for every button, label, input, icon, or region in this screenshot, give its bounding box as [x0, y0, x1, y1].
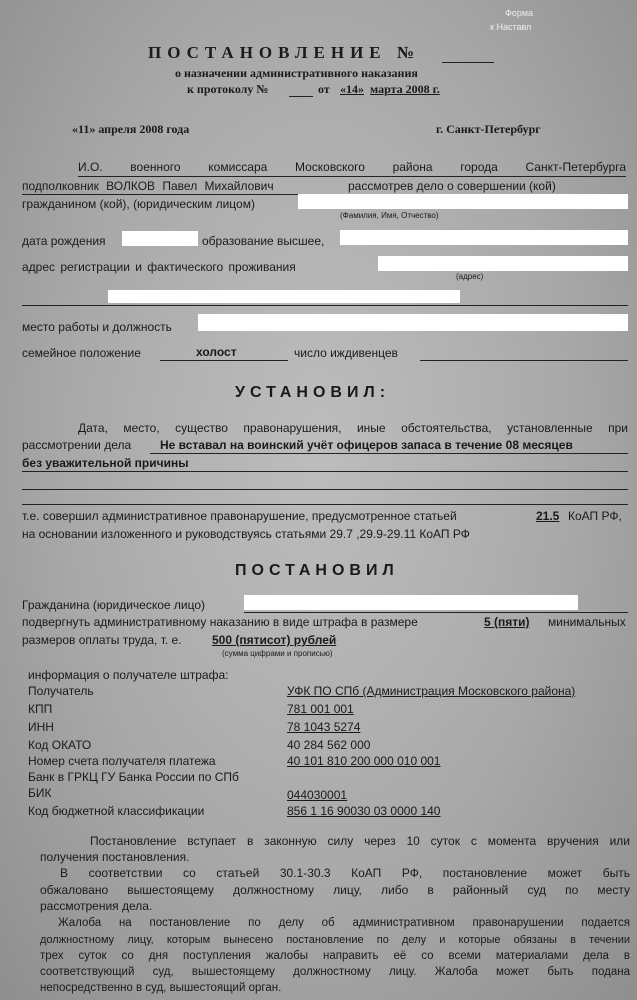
inn-value: 78 1043 5274 — [287, 720, 361, 734]
birth-label: дата рождения — [22, 234, 106, 248]
redacted-name — [298, 194, 628, 209]
legal-p3-l3: трех суток со дня поступления жалобы направить её со всеми материалами дела в — [40, 950, 630, 962]
established-value-1: Не вставал на воинский учёт офицеров запаса в течение 08 месяцев — [160, 438, 573, 452]
redacted-address — [378, 256, 628, 271]
decided-heading: ПОСТАНОВИЛ — [235, 562, 399, 579]
established-underline-2 — [22, 471, 628, 472]
number-blank-line — [442, 62, 494, 63]
citizen-underline — [244, 612, 628, 613]
recipient-label: Получатель — [28, 684, 94, 698]
document-date: «11» апреля 2008 года — [72, 122, 190, 136]
account-value: 40 101 810 200 000 010 001 — [287, 754, 441, 768]
redacted-education — [340, 230, 628, 245]
fine-prefix: подвергнуть административному наказанию в виде штрафа в размере — [22, 615, 418, 629]
sum-hint: (сумма цифрами и прописью) — [222, 649, 333, 658]
legal-p3-l5: непосредственно в суд, вышестоящий орган. — [40, 982, 282, 994]
intro-line-1: И.О. военного комиссара Московского района города Санкт-Петербурга — [78, 160, 626, 174]
redacted-work — [198, 314, 628, 331]
corner-note-2: к Наставл — [490, 22, 532, 32]
bik-value: 044030001 — [287, 788, 348, 802]
okato-value: 40 284 562 000 — [287, 738, 371, 752]
document-city: г. Санкт-Петербург — [436, 122, 541, 136]
fine-multiplier: 5 (пяти) — [484, 615, 530, 629]
violation-prefix: т.е. совершил административное правонарушение, предусмотренное статьей — [22, 509, 457, 523]
fine-suffix: минимальных — [548, 615, 626, 629]
established-line-2-label: рассмотрении дела — [22, 438, 132, 452]
legal-p2-l2: обжаловано вышестоящему должностному лицу, либо в районный суд по месту — [40, 883, 630, 897]
okato-label: Код ОКАТО — [28, 738, 92, 752]
established-line-1: Дата, место, существо правонарушения, иные обстоятельства, установленные при — [78, 421, 628, 435]
bank-label: Банк в ГРКЦ ГУ Банка России по СПб — [28, 770, 239, 784]
legal-p3-l4: соответствующий суд, вышестоящему должностному лицу. Жалоба может быть подана — [40, 966, 630, 978]
family-label: семейное положение — [22, 346, 141, 360]
legal-p1-l1: Постановление вступает в законную силу через 10 суток с момента вручения или — [90, 834, 630, 848]
bik-label: БИК — [28, 786, 52, 800]
recipient-value: УФК ПО СПб (Администрация Московского района) — [287, 684, 576, 698]
fine-amount: 500 (пятисот) рублей — [212, 633, 337, 647]
legal-p2-l3: рассмотрения дела. — [40, 899, 153, 913]
violation-basis: на основании изложенного и руководствуясь статьями 29.7 ,29.9-29.11 КоАП РФ — [22, 527, 470, 541]
established-underline-3 — [22, 489, 628, 490]
dependents-label: число иждивенцев — [294, 346, 398, 360]
document-title: ПОСТАНОВЛЕНИЕ № — [148, 43, 420, 62]
kpp-label: КПП — [28, 702, 53, 716]
intro-underline-1 — [78, 176, 626, 177]
recipient-title: информация о получателе штрафа: — [28, 668, 229, 682]
citizen-label: Гражданина (юридическое лицо) — [22, 598, 206, 612]
fine-amount-prefix: размеров оплаты труда, т. е. — [22, 633, 182, 647]
address-label: адрес регистрации и фактического проживания — [22, 260, 296, 274]
address-hint: (адрес) — [456, 272, 484, 281]
dependents-underline — [420, 360, 628, 361]
legal-p1-l2: получения постановления. — [40, 850, 190, 864]
education-label: образование высшее, — [202, 234, 325, 248]
account-label: Номер счета получателя платежа — [28, 754, 216, 768]
redacted-citizen — [244, 595, 578, 610]
redacted-birth-date — [122, 231, 198, 246]
protocol-prefix: к протоколу № — [187, 82, 269, 96]
established-underline-4 — [22, 504, 628, 505]
intro-citizen: гражданином (кой), (юридическим лицом) — [22, 197, 255, 211]
redacted-address-line-2 — [108, 290, 460, 303]
work-label: место работы и должность — [22, 320, 172, 334]
protocol-date: марта 2008 г. — [370, 82, 440, 96]
intro-underline-2 — [22, 194, 340, 195]
intro-officer: подполковник ВОЛКОВ Павел Михайлович — [22, 179, 274, 193]
intro-considered: рассмотрев дело о совершении (кой) — [348, 179, 556, 193]
fio-hint: (Фамилия, Имя, Отчество) — [340, 211, 439, 220]
established-value-2: без уважительной причины — [22, 456, 189, 470]
protocol-number-line — [289, 96, 313, 97]
protocol-mid: от — [318, 82, 330, 96]
family-value: холост — [196, 345, 237, 359]
document-subtitle: о назначении административного наказания — [175, 66, 418, 80]
inn-label: ИНН — [28, 720, 54, 734]
legal-p2-l1: В соответствии со статьей 30.1-30.3 КоАП РФ, постановление может быть — [60, 866, 630, 880]
established-heading: УСТАНОВИЛ: — [235, 384, 391, 401]
family-underline — [160, 360, 288, 361]
corner-note-1: Форма — [505, 8, 534, 18]
kpp-value: 781 001 001 — [287, 702, 354, 716]
legal-p3-l2: должностному лицу, которым вынесено постановление по делу и которые обязаны в течении — [40, 934, 630, 946]
protocol-day: «14» — [340, 82, 364, 96]
address-underline — [22, 305, 628, 306]
established-underline-1 — [150, 453, 628, 454]
violation-suffix: КоАП РФ, — [568, 509, 622, 523]
kbk-label: Код бюджетной классификации — [28, 804, 205, 818]
legal-p3-l1: Жалоба на постановление по делу об административном правонарушении подается — [58, 917, 630, 929]
kbk-value: 856 1 16 90030 03 0000 140 — [287, 804, 441, 818]
violation-article: 21.5 — [536, 509, 560, 523]
